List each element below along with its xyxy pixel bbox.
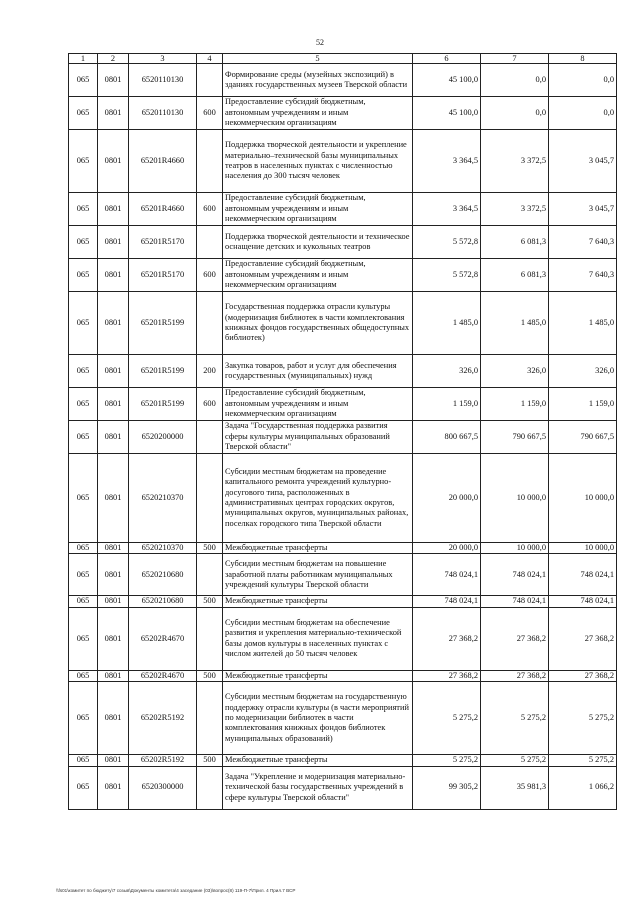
amount-col8-cell: 27 368,2 [549,607,617,670]
amount-col6-cell: 45 100,0 [413,64,481,97]
target-article-cell: 6520210370 [129,454,197,543]
target-article-cell: 65202R5192 [129,682,197,755]
amount-col6-cell: 5 572,8 [413,226,481,259]
expense-type-cell: 600 [197,259,223,292]
admin-code-cell: 065 [69,97,98,130]
amount-col8-cell: 1 159,0 [549,388,617,421]
table-row [69,97,617,130]
expense-type-cell: 200 [197,355,223,388]
description-cell: Предоставление субсидий бюджетным, автономным учреждениям и иным некоммерческим организациям [223,388,413,421]
section-code-cell: 0801 [98,130,129,193]
amount-col6-cell: 20 000,0 [413,543,481,554]
amount-col6-cell: 3 364,5 [413,193,481,226]
amount-col8-cell: 27 368,2 [549,670,617,681]
section-code-cell: 0801 [98,259,129,292]
description-cell: Межбюджетные трансферты [223,755,413,766]
description-cell: Предоставление субсидий бюджетным, автономным учреждениям и иным некоммерческим организациям [223,193,413,226]
table-row [69,292,617,355]
header-row [69,54,617,64]
admin-code-cell: 065 [69,259,98,292]
amount-col6-cell: 20 000,0 [413,454,481,543]
amount-col8-cell: 790 667,5 [549,421,617,454]
section-code-cell: 0801 [98,596,129,607]
description-cell: Задача "Укрепление и модернизация материально-технической базы государственных учреждений в сфере культуры Тверской области" [223,766,413,809]
table-row [69,64,617,97]
amount-col8-cell: 3 045,7 [549,193,617,226]
amount-col6-cell: 27 368,2 [413,670,481,681]
header-cell-7: 7 [481,54,549,64]
expense-type-cell [197,454,223,543]
expense-type-cell [197,292,223,355]
table-row [69,421,617,454]
expense-type-cell: 500 [197,596,223,607]
admin-code-cell: 065 [69,64,98,97]
target-article-cell: 6520210680 [129,554,197,596]
expense-type-cell [197,607,223,670]
admin-code-cell: 065 [69,130,98,193]
amount-col8-cell: 0,0 [549,97,617,130]
description-cell: Закупка товаров, работ и услуг для обеспечения государственных (муниципальных) нужд [223,355,413,388]
amount-col7-cell: 35 981,3 [481,766,549,809]
amount-col7-cell: 27 368,2 [481,607,549,670]
target-article-cell: 6520110130 [129,97,197,130]
description-cell: Межбюджетные трансферты [223,596,413,607]
table-row [69,607,617,670]
expense-type-cell: 500 [197,543,223,554]
amount-col8-cell: 10 000,0 [549,543,617,554]
amount-col7-cell: 3 372,5 [481,130,549,193]
page-number: 52 [316,38,324,47]
amount-col8-cell: 5 275,2 [549,755,617,766]
target-article-cell: 65201R5199 [129,388,197,421]
target-article-cell: 65202R4670 [129,607,197,670]
amount-col7-cell: 3 372,5 [481,193,549,226]
amount-col8-cell: 1 485,0 [549,292,617,355]
target-article-cell: 65201R5199 [129,355,197,388]
header-cell-5: 5 [223,54,413,64]
target-article-cell: 6520200000 [129,421,197,454]
section-code-cell: 0801 [98,292,129,355]
amount-col8-cell: 7 640,3 [549,259,617,292]
table-row [69,670,617,681]
section-code-cell: 0801 [98,670,129,681]
expense-type-cell: 600 [197,193,223,226]
amount-col7-cell: 6 081,3 [481,226,549,259]
amount-col7-cell: 10 000,0 [481,454,549,543]
description-cell: Предоставление субсидий бюджетным, автономным учреждениям и иным некоммерческим организациям [223,259,413,292]
description-cell: Поддержка творческой деятельности и техническое оснащение детских и кукольных театров [223,226,413,259]
table-row [69,193,617,226]
amount-col6-cell: 45 100,0 [413,97,481,130]
admin-code-cell: 065 [69,421,98,454]
table-header [69,54,617,64]
section-code-cell: 0801 [98,607,129,670]
table-row [69,355,617,388]
table-row [69,596,617,607]
amount-col6-cell: 748 024,1 [413,554,481,596]
target-article-cell: 65202R4670 [129,670,197,681]
amount-col7-cell: 1 159,0 [481,388,549,421]
header-cell-2: 2 [98,54,129,64]
table-row [69,682,617,755]
expense-type-cell: 500 [197,755,223,766]
amount-col8-cell: 748 024,1 [549,554,617,596]
section-code-cell: 0801 [98,388,129,421]
amount-col7-cell: 10 000,0 [481,543,549,554]
table-row [69,755,617,766]
amount-col8-cell: 7 640,3 [549,226,617,259]
target-article-cell: 65202R5192 [129,755,197,766]
header-cell-4: 4 [197,54,223,64]
amount-col6-cell: 1 485,0 [413,292,481,355]
expense-type-cell [197,64,223,97]
section-code-cell: 0801 [98,97,129,130]
amount-col8-cell: 10 000,0 [549,454,617,543]
amount-col8-cell: 5 275,2 [549,682,617,755]
amount-col7-cell: 1 485,0 [481,292,549,355]
amount-col8-cell: 748 024,1 [549,596,617,607]
expense-type-cell [197,682,223,755]
amount-col6-cell: 5 275,2 [413,682,481,755]
table-row [69,766,617,809]
budget-table [68,53,617,810]
amount-col6-cell: 99 305,2 [413,766,481,809]
table-row [69,388,617,421]
header-cell-6: 6 [413,54,481,64]
target-article-cell: 65201R5170 [129,259,197,292]
admin-code-cell: 065 [69,193,98,226]
amount-col8-cell: 326,0 [549,355,617,388]
section-code-cell: 0801 [98,355,129,388]
amount-col6-cell: 748 024,1 [413,596,481,607]
section-code-cell: 0801 [98,454,129,543]
table-row [69,130,617,193]
amount-col7-cell: 748 024,1 [481,596,549,607]
admin-code-cell: 065 [69,670,98,681]
admin-code-cell: 065 [69,596,98,607]
expense-type-cell [197,130,223,193]
table-row [69,554,617,596]
section-code-cell: 0801 [98,766,129,809]
amount-col7-cell: 748 024,1 [481,554,549,596]
section-code-cell: 0801 [98,64,129,97]
admin-code-cell: 065 [69,543,98,554]
section-code-cell: 0801 [98,554,129,596]
description-cell: Государственная поддержка отрасли культуры (модернизация библиотек в части комплектования книжных фондов государственных общедоступных библиотек) [223,292,413,355]
target-article-cell: 65201R4660 [129,130,197,193]
expense-type-cell: 500 [197,670,223,681]
description-cell: Межбюджетные трансферты [223,670,413,681]
amount-col6-cell: 3 364,5 [413,130,481,193]
admin-code-cell: 065 [69,226,98,259]
amount-col6-cell: 326,0 [413,355,481,388]
amount-col7-cell: 326,0 [481,355,549,388]
section-code-cell: 0801 [98,682,129,755]
description-cell: Субсидии местным бюджетам на обеспечение развития и укрепления материально-технической базы домов культуры в населенных пунктах с числом жителей до 50 тысяч человек [223,607,413,670]
target-article-cell: 6520210370 [129,543,197,554]
admin-code-cell: 065 [69,682,98,755]
description-cell: Субсидии местным бюджетам на государственную поддержку отрасли культуры (в части мероприятий по модернизации библиотек в части комплектования книжных фондов библиотек муниципальных образований) [223,682,413,755]
expense-type-cell: 600 [197,97,223,130]
section-code-cell: 0801 [98,226,129,259]
table-row [69,226,617,259]
description-cell: Субсидии местным бюджетам на повышение заработной платы работникам муниципальных учреждений культуры Тверской области [223,554,413,596]
section-code-cell: 0801 [98,421,129,454]
amount-col6-cell: 27 368,2 [413,607,481,670]
amount-col6-cell: 5 275,2 [413,755,481,766]
target-article-cell: 65201R5170 [129,226,197,259]
admin-code-cell: 065 [69,607,98,670]
section-code-cell: 0801 [98,193,129,226]
amount-col7-cell: 790 667,5 [481,421,549,454]
amount-col8-cell: 0,0 [549,64,617,97]
admin-code-cell: 065 [69,454,98,543]
expense-type-cell [197,766,223,809]
footer-file-path: \\fs01\комитет по бюджету\7 созыв\Документы комитета\4 заседание (03)\вопрос(8) 119-П-7\Прил. 4 Прил.7 ВСР [56,888,296,893]
amount-col6-cell: 1 159,0 [413,388,481,421]
admin-code-cell: 065 [69,755,98,766]
description-cell: Межбюджетные трансферты [223,543,413,554]
amount-col7-cell: 27 368,2 [481,670,549,681]
admin-code-cell: 065 [69,292,98,355]
target-article-cell: 6520110130 [129,64,197,97]
description-cell: Задача "Государственная поддержка развития сферы культуры муниципальных образований Тверской области" [223,421,413,454]
amount-col6-cell: 5 572,8 [413,259,481,292]
amount-col6-cell: 800 667,5 [413,421,481,454]
amount-col7-cell: 0,0 [481,64,549,97]
admin-code-cell: 065 [69,554,98,596]
expense-type-cell: 600 [197,388,223,421]
description-cell: Предоставление субсидий бюджетным, автономным учреждениям и иным некоммерческим организациям [223,97,413,130]
amount-col7-cell: 5 275,2 [481,755,549,766]
section-code-cell: 0801 [98,543,129,554]
admin-code-cell: 065 [69,355,98,388]
amount-col8-cell: 3 045,7 [549,130,617,193]
section-code-cell: 0801 [98,755,129,766]
amount-col7-cell: 6 081,3 [481,259,549,292]
expense-type-cell [197,554,223,596]
description-cell: Поддержка творческой деятельности и укрепление материально–технической базы муниципальных театров в населенных пунктах с численностью населения до 300 тысяч человек [223,130,413,193]
target-article-cell: 6520300000 [129,766,197,809]
table-row [69,454,617,543]
target-article-cell: 65201R4660 [129,193,197,226]
table-row [69,543,617,554]
header-cell-3: 3 [129,54,197,64]
amount-col7-cell: 5 275,2 [481,682,549,755]
expense-type-cell [197,226,223,259]
table-body [69,64,617,810]
admin-code-cell: 065 [69,766,98,809]
amount-col8-cell: 1 066,2 [549,766,617,809]
admin-code-cell: 065 [69,388,98,421]
header-cell-8: 8 [549,54,617,64]
expense-type-cell [197,421,223,454]
table-row [69,259,617,292]
target-article-cell: 65201R5199 [129,292,197,355]
target-article-cell: 6520210680 [129,596,197,607]
description-cell: Субсидии местным бюджетам на проведение капитального ремонта учреждений культурно-досугового типа, расположенных в административных центрах городских округов, муниципальных округов, муниципальных районах, поселках городского типа Тверской области [223,454,413,543]
header-cell-1: 1 [69,54,98,64]
description-cell: Формирование среды (музейных экспозиций) в зданиях государственных музеев Тверской области [223,64,413,97]
amount-col7-cell: 0,0 [481,97,549,130]
